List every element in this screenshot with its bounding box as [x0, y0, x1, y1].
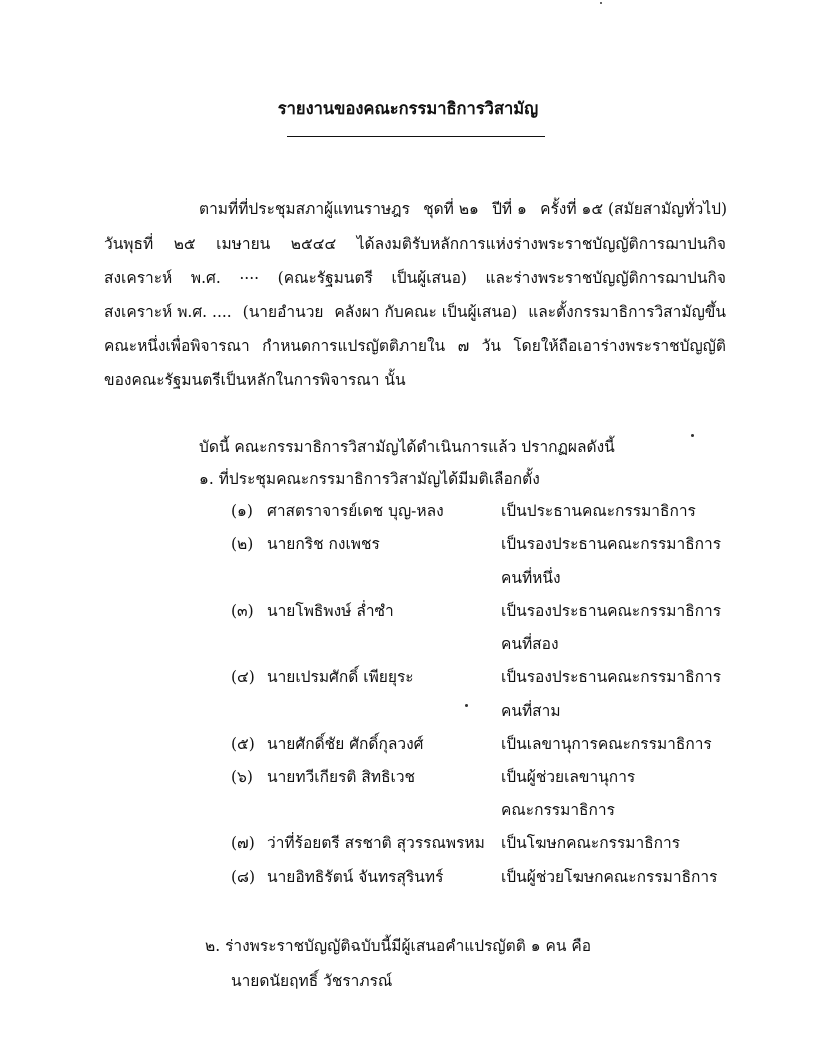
title-underline — [287, 136, 545, 137]
member-name: นายศักดิ์ชัย ศักดิ์กุลวงศ์ — [267, 735, 424, 753]
member-role-continuation: คนที่สอง — [501, 635, 559, 653]
member-number: (๘) — [231, 868, 256, 886]
member-number: (๑) — [231, 502, 253, 520]
intro-line-6: ของคณะรัฐมนตรีเป็นหลักในการพิจารณา นั้น — [104, 371, 406, 389]
member-row — [231, 498, 731, 528]
intro-line-1: ตามที่ที่ประชุมสภาผู้แทนราษฎร ชุดที่ ๒๑ ปีที่ ๑ ครั้งที่ ๑๕ (สมัยสามัญทั่วไป) — [199, 200, 727, 218]
scan-speck — [600, 2, 602, 4]
member-role: เป็นรองประธานคณะกรรมาธิการ — [501, 535, 722, 553]
member-number: (๒) — [231, 535, 254, 553]
member-name: นายทวีเกียรติ สิทธิเวช — [267, 768, 416, 786]
member-row — [231, 598, 731, 628]
member-row — [231, 731, 731, 761]
section-2-heading: ๒. ร่างพระราชบัญญัติฉบับนี้มีผู้เสนอคำแปรญัตติ ๑ คน คือ — [205, 937, 592, 955]
member-name: ศาสตราจารย์เดช บุญ-หลง — [267, 502, 444, 520]
member-number: (๔) — [231, 668, 255, 686]
member-number: (๖) — [231, 768, 253, 786]
member-name: นายกริช กงเพชร — [267, 535, 380, 553]
member-row — [231, 764, 731, 794]
member-role-continuation: คณะกรรมาธิการ — [501, 801, 615, 819]
intro-line-5: คณะหนึ่งเพื่อพิจารณา กำหนดการแปรญัตติภายใน ๗ วัน โดยให้ถือเอาร่างพระราชบัญญัติ — [104, 337, 726, 355]
scan-speck — [691, 434, 694, 437]
member-number: (๗) — [231, 834, 255, 852]
member-role: เป็นประธานคณะกรรมาธิการ — [501, 502, 696, 520]
member-role-continuation: คนที่หนึ่ง — [501, 569, 561, 587]
member-role: เป็นโฆษกคณะกรรมาธิการ — [501, 834, 681, 852]
member-number: (๕) — [231, 735, 255, 753]
member-name: นายเปรมศักดิ์ เพียยุระ — [267, 668, 414, 686]
member-number: (๓) — [231, 602, 254, 620]
member-role: เป็นเลขานุการคณะกรรมาธิการ — [501, 735, 712, 753]
member-role: เป็นรองประธานคณะกรรมาธิการ — [501, 602, 722, 620]
status-line: บัดนี้ คณะกรรมาธิการวิสามัญได้ดำเนินการแล้ว ปรากฏผลดังนี้ — [199, 438, 615, 456]
intro-line-3: สงเคราะห์ พ.ศ. .... (คณะรัฐมนตรี เป็นผู้เสนอ) และร่างพระราชบัญญัติการฌาปนกิจ — [104, 265, 726, 287]
intro-line-2: วันพุธที่ ๒๕ เมษายน ๒๕๔๔ ได้ลงมติรับหลักการแห่งร่างพระราชบัญญัติการฌาปนกิจ — [104, 235, 726, 253]
section-1-heading: ๑. ที่ประชุมคณะกรรมาธิการวิสามัญได้มีมติเลือกตั้ง — [199, 470, 540, 488]
section-2-person: นายดนัยฤทธิ์ วัชราภรณ์ — [231, 972, 393, 990]
member-name: ว่าที่ร้อยตรี สรชาติ สุวรรณพรหม — [267, 834, 485, 852]
member-name: นายอิทธิรัตน์ จันทรสุรินทร์ — [267, 868, 444, 886]
member-row — [231, 531, 731, 561]
member-role: เป็นผู้ช่วยโฆษกคณะกรรมาธิการ — [501, 868, 718, 886]
intro-line-4: สงเคราะห์ พ.ศ. .... (นายอำนวย คลังผา กับคณะ เป็นผู้เสนอ) และตั้งกรรมาธิการวิสามัญขึ้น — [104, 303, 726, 321]
member-role: เป็นผู้ช่วยเลขานุการ — [501, 768, 636, 786]
member-row — [231, 864, 731, 894]
scan-speck — [465, 704, 468, 707]
report-title: รายงานของคณะกรรมาธิการวิสามัญ — [277, 99, 539, 118]
member-role: เป็นรองประธานคณะกรรมาธิการ — [501, 668, 722, 686]
member-role-continuation: คนที่สาม — [501, 702, 561, 720]
member-row — [231, 830, 731, 860]
member-row — [231, 664, 731, 694]
member-name: นายโพธิพงษ์ ล่ำซำ — [267, 602, 394, 620]
